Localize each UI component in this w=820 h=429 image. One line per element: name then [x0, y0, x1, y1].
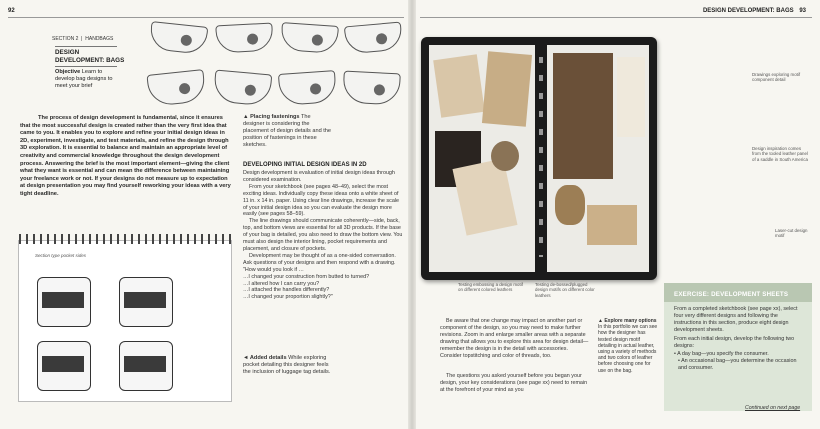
bag-sketch-1 — [37, 277, 91, 327]
top-rule-right — [420, 17, 812, 18]
sketchbook-page: Section type pocket sides — [18, 240, 232, 402]
page-number-left: 92 — [8, 8, 15, 14]
portfolio-binder-photo — [421, 37, 657, 280]
right-body-p1: Be aware that one change may impact on another part or component of the design, so you may need to make further revisions. Zoom in and enlarge smaller areas with a separate drawing that allows you to explore this area for design detail—remember the design is in the detail with accessories. Consider topstitching and color of threads, too. — [440, 318, 589, 359]
exercise-box: EXERCISE: DEVELOPMENT SHEETS From a completed sketchbook (see page xx), select four very different designs and following the instructions in this section, produce eight design development sheets. From each initial design, develop the following two designs: • A day bag—you specify the consumer. • An occasional bag—you determine the occasion and consumer. — [664, 283, 812, 411]
caption-explore-options: ▲ Explore many options In this portfolio we can see how the designer has tested design motif detailing in actual leather, using a variety of methods and two colors of leather before choosing one for use on the bag. — [598, 318, 658, 374]
right-body-p2: The questions you asked yourself before you began your design, your key considerations (see page xx) need to remain at the forefront of your mind as you — [440, 373, 588, 393]
binder-left-page — [429, 45, 535, 272]
top-rule-left — [8, 17, 404, 18]
caption-added-details: ◄ Added details While exploring pocket detailing this designer feels the inclusion of luggage tag details. — [243, 355, 331, 376]
developing-heading: DEVELOPING INITIAL DESIGN IDEAS IN 2D — [243, 162, 367, 168]
spiral-binding — [19, 234, 231, 244]
section-heading: DESIGN DEVELOPMENT: BAGS — [55, 49, 125, 64]
bag-sketch-2 — [119, 277, 173, 327]
developing-section: DEVELOPING INITIAL DESIGN IDEAS IN 2D Design development is evaluation of initial design ideas through considered examination. From your sketchbook (see pages 48–49), select the most exciting ideas. Individually copy these ideas onto a white sheet of 11 in. x 14 in. paper. Using clear line drawings, increase the scale of your initial design idea so you can evaluate the design more easily (see pages 58–59). The line drawings should communicate coherently—side, back, top, and bottom views are essential for all 3D products. If the base of your bag is detailed, you also need to draw the bottom view. You must also design the interior lining, pocket requirements and placement, and closure of pockets. Development may be thought of as a one-sided conversation. Ask questions of your designs and then respond with a drawing. "How would you look if … …I changed your construction from butted to turned? …I altered how I can carry you? …I attached the handles differently? …I changed your proportion slightly?" — [243, 162, 403, 301]
bag-sketch-3 — [37, 341, 91, 391]
caption-laser-cut: Laser-cut design motif — [775, 228, 808, 239]
continued-link[interactable]: Continued on next page — [745, 405, 801, 411]
objective: Objective Learn to develop bag designs to meet your brief — [55, 69, 113, 89]
running-head-right: DESIGN DEVELOPMENT: BAGS 93 — [702, 8, 806, 14]
caption-debossed: Testing de-bossed/plugged design motifs on different color leathers — [535, 282, 595, 298]
intro-paragraph: The process of design development is fundamental, since it ensures that the most successful design is created rather than the very first idea that came to you. It enables you to explore and refine your initial design ideas in 2D, experiment, investigate, and test materials, and refine the design through 3D exploration. It is essential to balance and maintain an appropriate level of creativity and commercial knowledge throughout the design development process. Answering the brief is the most important element—giving the client what they want is essential and can mean the difference between maintaining your freelance work or not. If your designs do not measure up to expectation at design presentation you may find yourself reworking your ideas with a very tight deadline. — [20, 115, 231, 197]
caption-motif-drawings: Drawings exploring motif component detail — [752, 72, 801, 83]
exercise-heading: EXERCISE: DEVELOPMENT SHEETS — [664, 283, 812, 302]
section-label: SECTION 2 | HANDBAGS — [52, 36, 114, 42]
caption-design-inspiration: Design inspiration comes from the tooled leather panel of a saddle in South America — [752, 146, 808, 162]
bag-sketch-4 — [119, 341, 173, 391]
binder-right-page — [547, 45, 649, 272]
caption-embossing: Testing embossing a design motif on different colored leathers — [458, 282, 523, 293]
caption-placing-fastenings: ▲ Placing fastenings The designer is considering the placement of design details and the position of fastenings in these sketches. — [243, 114, 332, 149]
book-gutter — [408, 0, 416, 429]
binder-rings — [539, 57, 543, 257]
